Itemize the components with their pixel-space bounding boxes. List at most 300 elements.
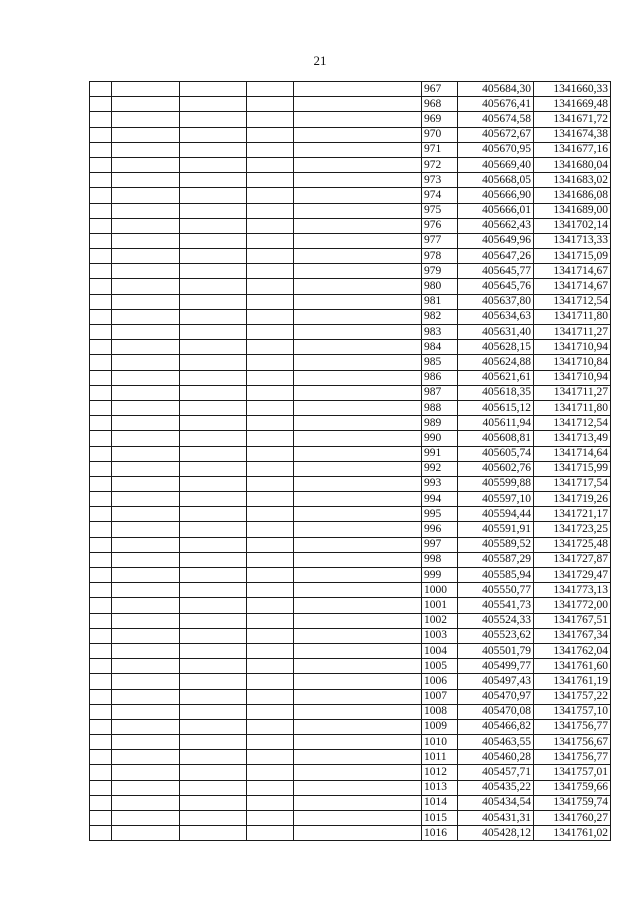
empty-cell	[294, 507, 422, 522]
empty-cell	[112, 112, 180, 127]
y-coordinate-cell: 1341714,64	[534, 446, 611, 461]
table-row	[90, 750, 611, 765]
x-coordinate-cell: 405615,12	[458, 400, 534, 415]
empty-cell	[247, 340, 294, 355]
x-coordinate-cell: 405550,77	[458, 583, 534, 598]
x-coordinate-cell: 405608,81	[458, 431, 534, 446]
table-row	[90, 704, 611, 719]
table-row	[90, 507, 611, 522]
table-row	[90, 795, 611, 810]
table-row	[90, 598, 611, 613]
empty-cell	[180, 431, 247, 446]
empty-cell	[180, 112, 247, 127]
x-coordinate-cell: 405435,22	[458, 780, 534, 795]
y-coordinate-cell: 1341689,00	[534, 203, 611, 218]
y-coordinate-cell: 1341756,77	[534, 719, 611, 734]
x-coordinate-cell: 405589,52	[458, 537, 534, 552]
empty-cell	[294, 157, 422, 172]
empty-cell	[247, 325, 294, 340]
x-coordinate-cell: 405599,88	[458, 476, 534, 491]
point-number-cell: 995	[422, 507, 458, 522]
empty-cell	[294, 704, 422, 719]
table-row	[90, 735, 611, 750]
empty-cell	[247, 461, 294, 476]
empty-cell	[90, 142, 112, 157]
empty-cell	[112, 203, 180, 218]
empty-cell	[90, 780, 112, 795]
point-number-cell: 1011	[422, 750, 458, 765]
empty-cell	[112, 674, 180, 689]
point-number-cell: 971	[422, 142, 458, 157]
point-number-cell: 972	[422, 157, 458, 172]
empty-cell	[180, 735, 247, 750]
empty-cell	[180, 400, 247, 415]
empty-cell	[112, 370, 180, 385]
empty-cell	[294, 370, 422, 385]
empty-cell	[247, 309, 294, 324]
empty-cell	[180, 173, 247, 188]
empty-cell	[112, 157, 180, 172]
x-coordinate-cell: 405434,54	[458, 795, 534, 810]
empty-cell	[247, 173, 294, 188]
empty-cell	[180, 583, 247, 598]
empty-cell	[294, 659, 422, 674]
point-number-cell: 976	[422, 218, 458, 233]
empty-cell	[180, 264, 247, 279]
table-row	[90, 218, 611, 233]
table-row	[90, 127, 611, 142]
table-row	[90, 294, 611, 309]
y-coordinate-cell: 1341710,84	[534, 355, 611, 370]
empty-cell	[90, 659, 112, 674]
empty-cell	[294, 476, 422, 491]
y-coordinate-cell: 1341760,27	[534, 811, 611, 826]
empty-cell	[180, 416, 247, 431]
empty-cell	[247, 82, 294, 97]
empty-cell	[90, 735, 112, 750]
empty-cell	[294, 355, 422, 370]
empty-cell	[247, 765, 294, 780]
empty-cell	[247, 689, 294, 704]
empty-cell	[180, 279, 247, 294]
x-coordinate-cell: 405457,71	[458, 765, 534, 780]
empty-cell	[112, 811, 180, 826]
x-coordinate-cell: 405637,80	[458, 294, 534, 309]
table-row	[90, 400, 611, 415]
point-number-cell: 968	[422, 97, 458, 112]
point-number-cell: 1005	[422, 659, 458, 674]
x-coordinate-cell: 405624,88	[458, 355, 534, 370]
empty-cell	[247, 750, 294, 765]
empty-cell	[90, 203, 112, 218]
y-coordinate-cell: 1341710,94	[534, 340, 611, 355]
x-coordinate-cell: 405611,94	[458, 416, 534, 431]
empty-cell	[294, 689, 422, 704]
empty-cell	[180, 340, 247, 355]
empty-cell	[90, 431, 112, 446]
point-number-cell: 1007	[422, 689, 458, 704]
empty-cell	[112, 826, 180, 841]
empty-cell	[247, 735, 294, 750]
point-number-cell: 973	[422, 173, 458, 188]
empty-cell	[247, 294, 294, 309]
x-coordinate-cell: 405628,15	[458, 340, 534, 355]
x-coordinate-cell: 405470,08	[458, 704, 534, 719]
empty-cell	[112, 82, 180, 97]
empty-cell	[112, 552, 180, 567]
empty-cell	[294, 735, 422, 750]
point-number-cell: 1001	[422, 598, 458, 613]
empty-cell	[247, 264, 294, 279]
empty-cell	[294, 750, 422, 765]
empty-cell	[180, 325, 247, 340]
empty-cell	[112, 309, 180, 324]
empty-cell	[247, 112, 294, 127]
empty-cell	[247, 400, 294, 415]
empty-cell	[180, 233, 247, 248]
x-coordinate-cell: 405585,94	[458, 568, 534, 583]
empty-cell	[112, 461, 180, 476]
x-coordinate-cell: 405466,82	[458, 719, 534, 734]
empty-cell	[294, 583, 422, 598]
x-coordinate-cell: 405591,91	[458, 522, 534, 537]
empty-cell	[180, 507, 247, 522]
empty-cell	[112, 218, 180, 233]
empty-cell	[294, 279, 422, 294]
table-row	[90, 568, 611, 583]
y-coordinate-cell: 1341761,60	[534, 659, 611, 674]
empty-cell	[180, 795, 247, 810]
empty-cell	[247, 628, 294, 643]
y-coordinate-cell: 1341767,51	[534, 613, 611, 628]
empty-cell	[112, 340, 180, 355]
point-number-cell: 999	[422, 568, 458, 583]
empty-cell	[90, 400, 112, 415]
empty-cell	[180, 780, 247, 795]
empty-cell	[294, 598, 422, 613]
empty-cell	[90, 492, 112, 507]
empty-cell	[247, 568, 294, 583]
empty-cell	[180, 188, 247, 203]
y-coordinate-cell: 1341757,01	[534, 765, 611, 780]
empty-cell	[90, 370, 112, 385]
empty-cell	[112, 537, 180, 552]
empty-cell	[294, 82, 422, 97]
point-number-cell: 1012	[422, 765, 458, 780]
table-row	[90, 264, 611, 279]
x-coordinate-cell: 405541,73	[458, 598, 534, 613]
empty-cell	[112, 643, 180, 658]
empty-cell	[90, 385, 112, 400]
table-row	[90, 203, 611, 218]
x-coordinate-cell: 405645,76	[458, 279, 534, 294]
y-coordinate-cell: 1341712,54	[534, 294, 611, 309]
empty-cell	[247, 446, 294, 461]
empty-cell	[112, 659, 180, 674]
empty-cell	[247, 127, 294, 142]
empty-cell	[294, 112, 422, 127]
point-number-cell: 1008	[422, 704, 458, 719]
point-number-cell: 988	[422, 400, 458, 415]
empty-cell	[247, 643, 294, 658]
empty-cell	[112, 522, 180, 537]
empty-cell	[90, 507, 112, 522]
table-row	[90, 583, 611, 598]
empty-cell	[294, 218, 422, 233]
empty-cell	[180, 203, 247, 218]
empty-cell	[294, 309, 422, 324]
x-coordinate-cell: 405684,30	[458, 82, 534, 97]
y-coordinate-cell: 1341660,33	[534, 82, 611, 97]
table-row	[90, 233, 611, 248]
y-coordinate-cell: 1341677,16	[534, 142, 611, 157]
x-coordinate-cell: 405428,12	[458, 826, 534, 841]
point-number-cell: 989	[422, 416, 458, 431]
empty-cell	[180, 82, 247, 97]
empty-cell	[112, 127, 180, 142]
empty-cell	[247, 385, 294, 400]
empty-cell	[180, 157, 247, 172]
x-coordinate-cell: 405672,67	[458, 127, 534, 142]
empty-cell	[90, 568, 112, 583]
empty-cell	[294, 173, 422, 188]
empty-cell	[90, 537, 112, 552]
y-coordinate-cell: 1341711,80	[534, 309, 611, 324]
y-coordinate-cell: 1341756,77	[534, 750, 611, 765]
point-number-cell: 967	[422, 82, 458, 97]
empty-cell	[112, 765, 180, 780]
empty-cell	[247, 537, 294, 552]
y-coordinate-cell: 1341729,47	[534, 568, 611, 583]
empty-cell	[247, 355, 294, 370]
x-coordinate-cell: 405523,62	[458, 628, 534, 643]
x-coordinate-cell: 405587,29	[458, 552, 534, 567]
point-number-cell: 992	[422, 461, 458, 476]
x-coordinate-cell: 405631,40	[458, 325, 534, 340]
empty-cell	[112, 750, 180, 765]
empty-cell	[90, 674, 112, 689]
empty-cell	[90, 598, 112, 613]
y-coordinate-cell: 1341713,33	[534, 233, 611, 248]
table-row	[90, 552, 611, 567]
x-coordinate-cell: 405676,41	[458, 97, 534, 112]
table-row	[90, 173, 611, 188]
x-coordinate-cell: 405501,79	[458, 643, 534, 658]
empty-cell	[180, 446, 247, 461]
point-number-cell: 1002	[422, 613, 458, 628]
empty-cell	[112, 446, 180, 461]
x-coordinate-cell: 405431,31	[458, 811, 534, 826]
empty-cell	[180, 461, 247, 476]
point-number-cell: 1004	[422, 643, 458, 658]
y-coordinate-cell: 1341711,27	[534, 385, 611, 400]
empty-cell	[180, 643, 247, 658]
empty-cell	[180, 97, 247, 112]
empty-cell	[180, 704, 247, 719]
y-coordinate-cell: 1341669,48	[534, 97, 611, 112]
table-row	[90, 811, 611, 826]
empty-cell	[112, 233, 180, 248]
empty-cell	[112, 416, 180, 431]
empty-cell	[112, 780, 180, 795]
x-coordinate-cell: 405605,74	[458, 446, 534, 461]
empty-cell	[112, 279, 180, 294]
empty-cell	[180, 826, 247, 841]
point-number-cell: 997	[422, 537, 458, 552]
empty-cell	[90, 643, 112, 658]
x-coordinate-cell: 405666,90	[458, 188, 534, 203]
y-coordinate-cell: 1341723,25	[534, 522, 611, 537]
empty-cell	[180, 568, 247, 583]
point-number-cell: 977	[422, 233, 458, 248]
empty-cell	[294, 233, 422, 248]
empty-cell	[112, 142, 180, 157]
empty-cell	[247, 431, 294, 446]
empty-cell	[294, 431, 422, 446]
table-row	[90, 613, 611, 628]
point-number-cell: 981	[422, 294, 458, 309]
y-coordinate-cell: 1341714,67	[534, 264, 611, 279]
x-coordinate-cell: 405524,33	[458, 613, 534, 628]
y-coordinate-cell: 1341773,13	[534, 583, 611, 598]
x-coordinate-cell: 405499,77	[458, 659, 534, 674]
page-number: 21	[313, 53, 327, 68]
empty-cell	[90, 97, 112, 112]
y-coordinate-cell: 1341727,87	[534, 552, 611, 567]
point-number-cell: 1016	[422, 826, 458, 841]
x-coordinate-cell: 405666,01	[458, 203, 534, 218]
empty-cell	[247, 613, 294, 628]
empty-cell	[112, 719, 180, 734]
empty-cell	[294, 340, 422, 355]
empty-cell	[90, 264, 112, 279]
point-number-cell: 998	[422, 552, 458, 567]
x-coordinate-cell: 405668,05	[458, 173, 534, 188]
empty-cell	[294, 294, 422, 309]
empty-cell	[112, 431, 180, 446]
y-coordinate-cell: 1341683,02	[534, 173, 611, 188]
table-row	[90, 522, 611, 537]
empty-cell	[112, 492, 180, 507]
table-row	[90, 492, 611, 507]
empty-cell	[294, 446, 422, 461]
table-row	[90, 446, 611, 461]
empty-cell	[294, 400, 422, 415]
empty-cell	[247, 704, 294, 719]
empty-cell	[247, 583, 294, 598]
empty-cell	[247, 97, 294, 112]
empty-cell	[180, 142, 247, 157]
empty-cell	[180, 522, 247, 537]
empty-cell	[294, 811, 422, 826]
empty-cell	[180, 370, 247, 385]
empty-cell	[247, 157, 294, 172]
x-coordinate-cell: 405645,77	[458, 264, 534, 279]
empty-cell	[90, 157, 112, 172]
empty-cell	[294, 492, 422, 507]
y-coordinate-cell: 1341719,26	[534, 492, 611, 507]
point-number-cell: 1013	[422, 780, 458, 795]
empty-cell	[90, 476, 112, 491]
point-number-cell: 983	[422, 325, 458, 340]
y-coordinate-cell: 1341761,02	[534, 826, 611, 841]
point-number-cell: 985	[422, 355, 458, 370]
empty-cell	[112, 735, 180, 750]
empty-cell	[294, 127, 422, 142]
empty-cell	[112, 628, 180, 643]
table-row	[90, 325, 611, 340]
empty-cell	[247, 416, 294, 431]
table-row	[90, 431, 611, 446]
empty-cell	[180, 218, 247, 233]
point-number-cell: 993	[422, 476, 458, 491]
empty-cell	[90, 279, 112, 294]
point-number-cell: 987	[422, 385, 458, 400]
empty-cell	[90, 689, 112, 704]
empty-cell	[112, 704, 180, 719]
table-row	[90, 142, 611, 157]
empty-cell	[90, 826, 112, 841]
y-coordinate-cell: 1341713,49	[534, 431, 611, 446]
table-row	[90, 279, 611, 294]
empty-cell	[180, 598, 247, 613]
y-coordinate-cell: 1341686,08	[534, 188, 611, 203]
x-coordinate-cell: 405497,43	[458, 674, 534, 689]
x-coordinate-cell: 405594,44	[458, 507, 534, 522]
y-coordinate-cell: 1341702,14	[534, 218, 611, 233]
empty-cell	[112, 188, 180, 203]
empty-cell	[112, 173, 180, 188]
point-number-cell: 979	[422, 264, 458, 279]
table-body	[90, 82, 611, 841]
table-row	[90, 765, 611, 780]
table-row	[90, 385, 611, 400]
empty-cell	[294, 325, 422, 340]
x-coordinate-cell: 405674,58	[458, 112, 534, 127]
y-coordinate-cell: 1341712,54	[534, 416, 611, 431]
empty-cell	[112, 795, 180, 810]
y-coordinate-cell: 1341757,10	[534, 704, 611, 719]
empty-cell	[180, 674, 247, 689]
empty-cell	[180, 476, 247, 491]
empty-cell	[247, 279, 294, 294]
empty-cell	[180, 492, 247, 507]
point-number-cell: 996	[422, 522, 458, 537]
empty-cell	[112, 355, 180, 370]
empty-cell	[90, 522, 112, 537]
point-number-cell: 1014	[422, 795, 458, 810]
point-number-cell: 978	[422, 249, 458, 264]
empty-cell	[247, 370, 294, 385]
empty-cell	[90, 82, 112, 97]
point-number-cell: 1000	[422, 583, 458, 598]
y-coordinate-cell: 1341711,27	[534, 325, 611, 340]
empty-cell	[294, 522, 422, 537]
empty-cell	[112, 583, 180, 598]
empty-cell	[294, 537, 422, 552]
empty-cell	[112, 476, 180, 491]
empty-cell	[294, 142, 422, 157]
empty-cell	[294, 249, 422, 264]
empty-cell	[180, 719, 247, 734]
empty-cell	[247, 249, 294, 264]
empty-cell	[90, 309, 112, 324]
empty-cell	[90, 719, 112, 734]
point-number-cell: 974	[422, 188, 458, 203]
x-coordinate-cell: 405669,40	[458, 157, 534, 172]
point-number-cell: 1009	[422, 719, 458, 734]
empty-cell	[180, 355, 247, 370]
